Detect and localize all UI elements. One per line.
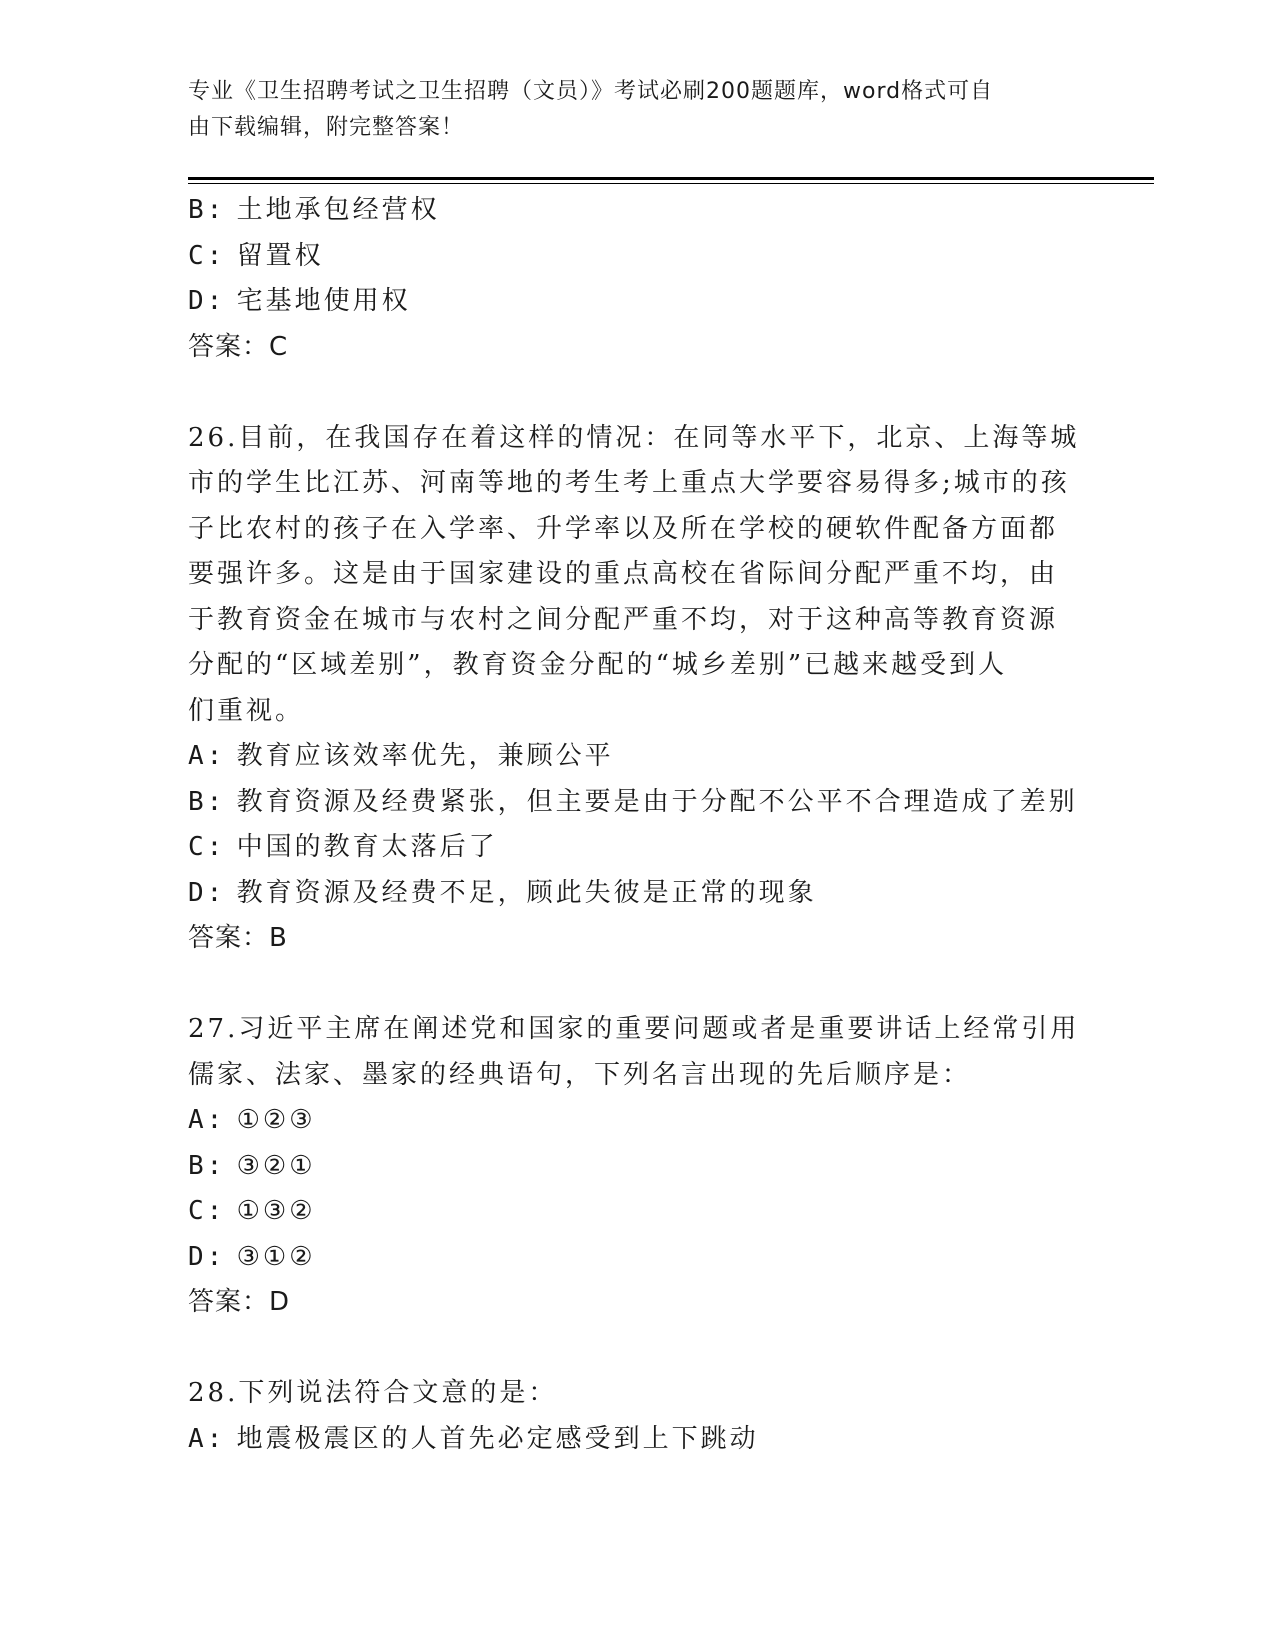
option-b: B: 教育资源及经费紧张，但主要是由于分配不公平不合理造成了差别 [188, 786, 1078, 817]
question-text-line: 市的学生比江苏、河南等地的考生考上重点大学要容易得多;城市的孩 [188, 468, 1070, 498]
option-a: A: ①②③ [188, 1105, 316, 1135]
option-a: A: 地震极震区的人首先必定感受到上下跳动 [188, 1423, 759, 1454]
spacer [188, 370, 1088, 416]
option-c: C: 留置权 [188, 240, 324, 271]
answer: 答案：C [188, 331, 289, 362]
document-header [188, 74, 1068, 146]
option-b: B: 土地承包经营权 [188, 195, 440, 225]
spacer [188, 962, 1088, 1008]
document-body [188, 188, 1088, 1462]
question-text-line: 要强许多。这是由于国家建设的重点高校在省际间分配严重不均，由 [188, 559, 1059, 589]
option-b: B: ③②① [188, 1150, 316, 1181]
question-text-line: 28.下列说法符合文意的是： [188, 1378, 558, 1408]
question-25 [188, 188, 1088, 370]
spacer [188, 1326, 1088, 1372]
option-d: D: 宅基地使用权 [188, 286, 411, 316]
answer: 答案：D [188, 1287, 291, 1317]
question-text-line: 26.目前，在我国存在着这样的情况：在同等水平下，北京、上海等城 [188, 422, 1080, 453]
question-text-line: 27.习近平主席在阐述党和国家的重要问题或者是重要讲话上经常引用 [188, 1014, 1080, 1044]
header-line-2: 由下载编辑，附完整答案！ [188, 115, 465, 140]
question-text-line: 们重视。 [188, 695, 305, 726]
question-28 [188, 1371, 1088, 1462]
option-d: D: 教育资源及经费不足，顾此失彼是正常的现象 [188, 877, 817, 908]
header-rule-thin [188, 183, 1154, 184]
question-text-line: 分配的“区域差别”，教育资金分配的“城乡差别”已越来越受到人 [188, 650, 1008, 680]
option-d: D: ③①② [188, 1241, 316, 1272]
question-27 [188, 1007, 1088, 1326]
answer: 答案：B [188, 923, 288, 953]
question-text-line: 子比农村的孩子在入学率、升学率以及所在学校的硬软件配备方面都 [188, 513, 1059, 544]
option-c: C: ①③② [188, 1196, 316, 1226]
header-rule-thick [188, 177, 1154, 180]
question-text-line: 于教育资金在城市与农村之间分配严重不均，对于这种高等教育资源 [188, 604, 1059, 635]
option-c: C: 中国的教育太落后了 [188, 832, 498, 862]
question-26 [188, 416, 1088, 962]
question-text-line: 儒家、法家、墨家的经典语句，下列名言出现的先后顺序是： [188, 1059, 972, 1090]
option-a: A: 教育应该效率优先，兼顾公平 [188, 741, 614, 771]
header-line-1: 专业《卫生招聘考试之卫生招聘（文员）》考试必刷200题题库，word格式可自 [188, 79, 994, 104]
